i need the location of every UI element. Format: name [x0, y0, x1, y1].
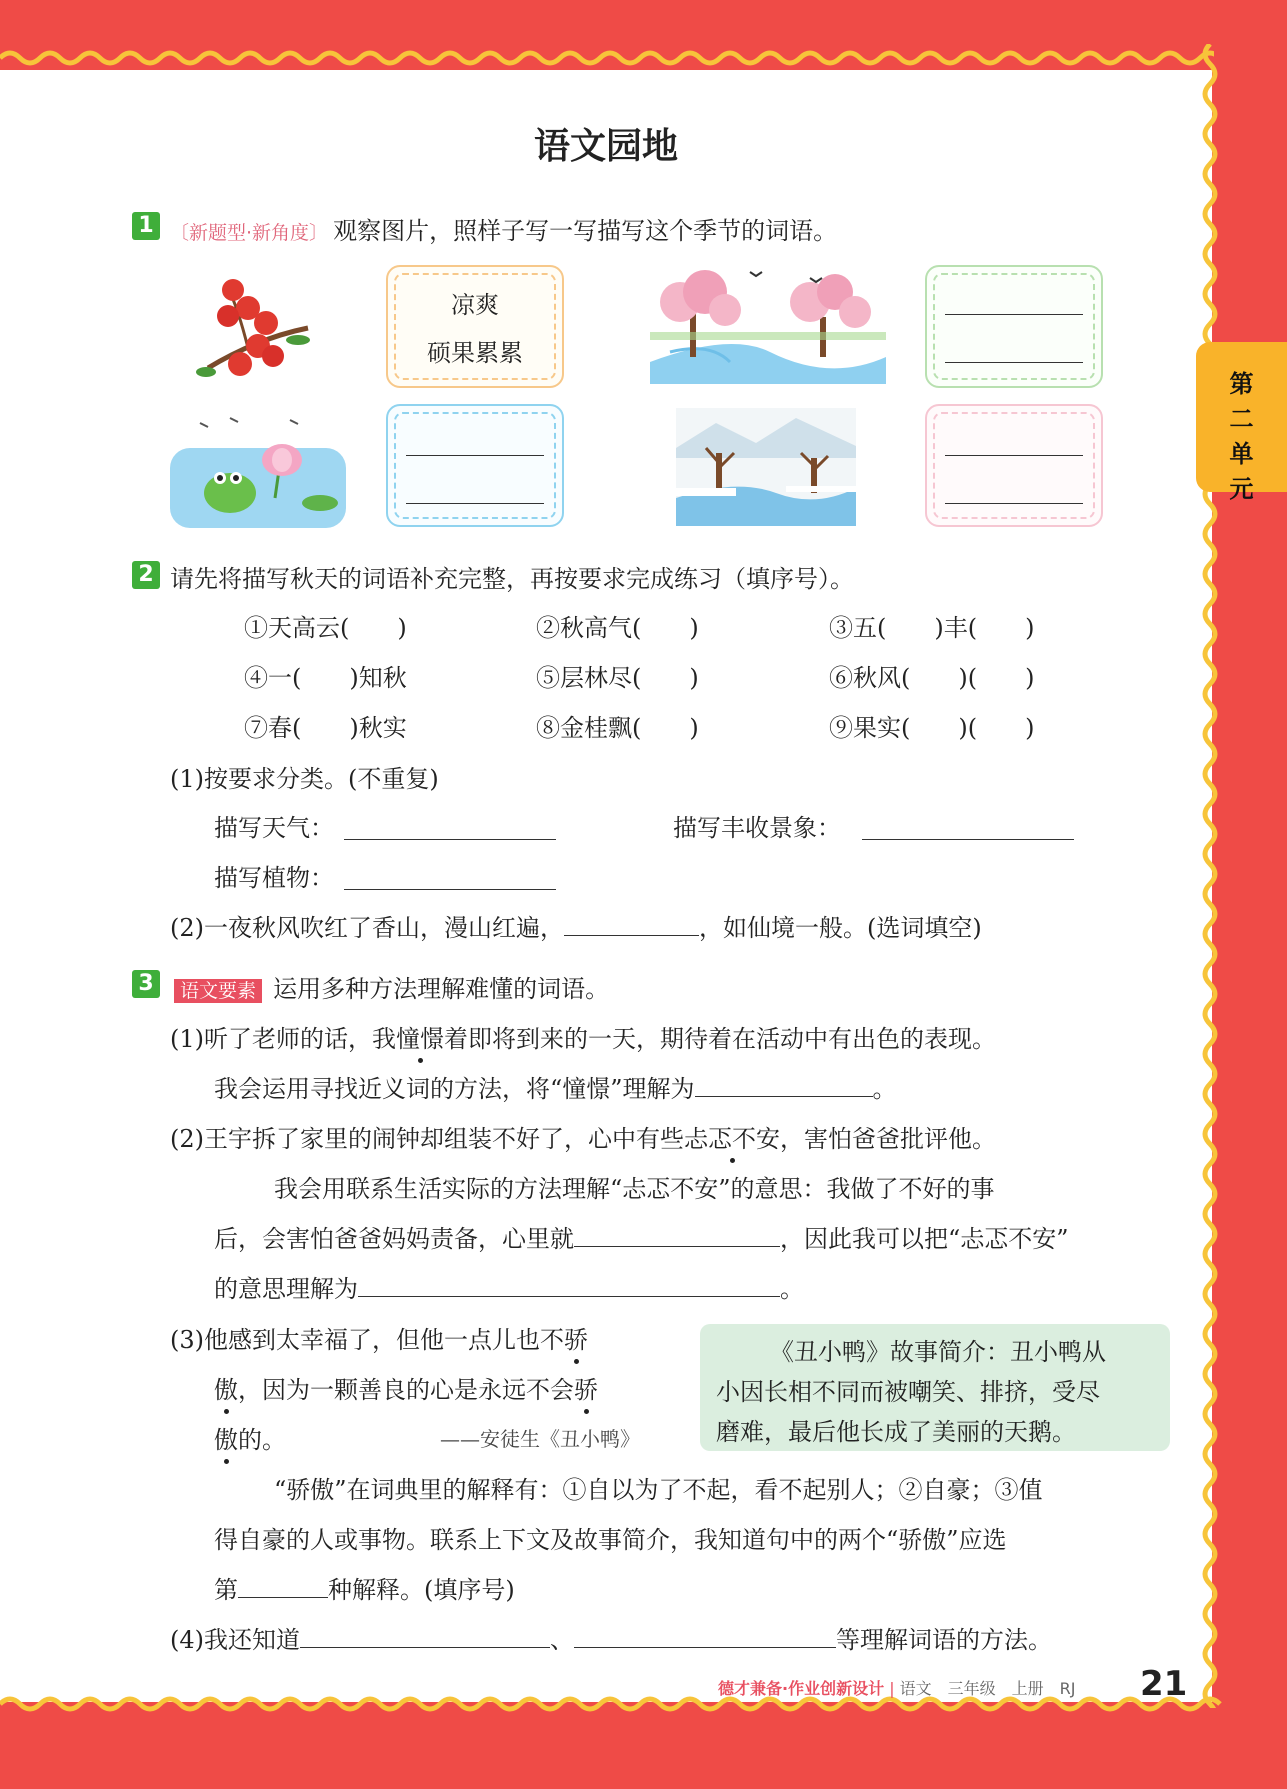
idiom-item[interactable]: ⑨果实( )( ): [829, 714, 1035, 742]
paragraph-3-line-1: [170, 1320, 588, 1355]
paragraph-2-line-1: [170, 1119, 996, 1154]
text-span: 的意思理解为: [214, 1275, 358, 1303]
text-span: 我会运用寻找近义词的方法，将“憧憬”理解为: [214, 1075, 695, 1103]
text-span: ，因为一颗善良的心是永远不会: [238, 1376, 574, 1404]
question-tag: 语文要素: [174, 979, 262, 1003]
summary-line: 小因长相不同而被嘲笑、排挤，受尽: [716, 1378, 1100, 1406]
paragraph-2-line-2: 我会用联系生活实际的方法理解“忐忑不安”的意思：我做了不好的事: [274, 1175, 995, 1203]
fill-blank[interactable]: [574, 1224, 780, 1247]
text-span: 。: [872, 1075, 897, 1103]
text-span: 第: [214, 1576, 238, 1604]
idiom-item[interactable]: ③五( )丰( ): [829, 614, 1035, 642]
paragraph-2-line-4: [214, 1269, 804, 1304]
question-number-2: 2: [132, 561, 160, 589]
answer-box-spring[interactable]: [925, 265, 1103, 388]
unit-tab-char: 单: [1229, 440, 1254, 468]
page-number: 21: [1140, 1664, 1188, 1704]
question-2-text: 请先将描写秋天的词语补充完整，再按要求完成练习（填序号）。: [170, 565, 854, 593]
summer-lotus-image: [170, 408, 346, 528]
footer-brand: 德才兼备·作业创新设计: [718, 1679, 885, 1698]
unit-tab: [1196, 342, 1287, 503]
answer-box-summer[interactable]: [386, 404, 564, 527]
spring-blossom-image: [650, 262, 886, 384]
fill-blank[interactable]: [564, 913, 699, 936]
example-word: 凉爽: [451, 291, 499, 319]
answer-box-winter[interactable]: [925, 404, 1103, 527]
text-span: ，害怕爸爸批评他。: [780, 1125, 996, 1153]
quote-source: ——安徒生《丑小鸭》: [440, 1427, 640, 1451]
fill-blank[interactable]: [358, 1274, 780, 1297]
sub-question-2-text: (2)一夜秋风吹红了香山，漫山红遍，: [170, 914, 564, 942]
winter-snow-image: [676, 408, 856, 526]
answer-line[interactable]: [945, 314, 1083, 315]
question-number-1: 1: [132, 212, 160, 240]
example-word: 硕果累累: [427, 339, 523, 367]
text-span: (2)王宇拆了家里的闹钟却组装不好了，心中有些: [170, 1125, 684, 1153]
text-span: 等理解词语的方法。: [836, 1626, 1052, 1654]
unit-tab-char: 第: [1229, 370, 1254, 398]
story-summary-box: [700, 1324, 1170, 1451]
answer-line[interactable]: [406, 455, 544, 456]
dotted-word: 骄: [564, 1326, 588, 1354]
text-span: 种解释。(填序号): [328, 1576, 515, 1604]
question-number-3: 3: [132, 970, 160, 998]
definition-line-2: 得自豪的人或事物。联系上下文及故事简介，我知道句中的两个“骄傲”应选: [214, 1526, 1007, 1554]
summary-line: 《丑小鸭》故事简介：丑小鸭从: [770, 1338, 1106, 1366]
text-span: 。: [780, 1275, 804, 1303]
page-title: 语文园地: [533, 126, 678, 167]
idiom-item[interactable]: ②秋高气( ): [536, 614, 699, 642]
sub-question-2-text: ，如仙境一般。(选词填空): [699, 914, 982, 942]
unit-tab-char: 二: [1229, 405, 1254, 433]
dotted-word: 憧憬: [396, 1025, 444, 1053]
summary-line: 磨难，最后他长成了美丽的天鹅。: [716, 1418, 1076, 1446]
text-span: (3)他感到太幸福了，但他一点儿也不: [170, 1326, 564, 1354]
weather-answer-line[interactable]: [344, 839, 556, 840]
weather-label: 描写天气：: [214, 814, 334, 842]
question-1-heading: [170, 211, 837, 246]
text-span: 后，会害怕爸爸妈妈责备，心里就: [214, 1225, 574, 1253]
idiom-item[interactable]: ⑥秋风( )( ): [829, 664, 1035, 692]
footer-course: 语文 三年级 上册 RJ: [899, 1679, 1076, 1698]
fill-blank[interactable]: [238, 1575, 328, 1598]
question-tag: 〔新题型·新角度〕: [170, 222, 329, 244]
idiom-item[interactable]: ⑤层林尽( ): [536, 664, 699, 692]
example-word-box: [386, 265, 564, 388]
dotted-word: 骄: [574, 1376, 598, 1404]
paragraph-3-line-3: [214, 1420, 286, 1455]
fill-blank[interactable]: [695, 1074, 873, 1097]
sub-question-2: [170, 908, 982, 943]
harvest-answer-line[interactable]: [862, 839, 1074, 840]
text-span: (4)我还知道: [170, 1626, 300, 1654]
paragraph-1-line-2: [214, 1069, 897, 1104]
text-span: 着即将到来的一天，期待着在活动中有出色的表现。: [444, 1025, 996, 1053]
plant-label: 描写植物：: [214, 864, 334, 892]
text-span: (1)听了老师的话，我: [170, 1025, 396, 1053]
question-3-heading: [174, 969, 609, 1004]
unit-tab-char: 元: [1229, 475, 1254, 503]
answer-line[interactable]: [945, 503, 1083, 504]
fill-blank[interactable]: [574, 1625, 836, 1648]
answer-line[interactable]: [406, 503, 544, 504]
dotted-word: 忐忑不安: [684, 1125, 780, 1153]
footer-info: 德才兼备·作业创新设计 | 语文 三年级 上册 RJ: [718, 1679, 1076, 1698]
text-span: 的。: [238, 1426, 286, 1454]
idiom-item[interactable]: ⑦春( )秋实: [244, 714, 407, 742]
paragraph-2-line-3: [214, 1219, 1069, 1254]
dotted-word: 傲: [214, 1376, 238, 1404]
paragraph-1-line-1: [170, 1019, 996, 1054]
question-1-text: 观察图片，照样子写一写描写这个季节的词语。: [333, 217, 838, 245]
idiom-item[interactable]: ①天高云( ): [244, 614, 407, 642]
plant-answer-line[interactable]: [344, 889, 556, 890]
paragraph-4: [170, 1620, 1052, 1655]
answer-line[interactable]: [945, 455, 1083, 456]
answer-line[interactable]: [945, 362, 1083, 363]
autumn-apples-image: [188, 268, 328, 384]
fill-blank[interactable]: [300, 1625, 550, 1648]
idiom-item[interactable]: ⑧金桂飘( ): [536, 714, 699, 742]
definition-line-3: [214, 1570, 515, 1605]
harvest-label: 描写丰收景象：: [673, 814, 841, 842]
paragraph-3-line-2: [214, 1370, 598, 1405]
question-3-text: 运用多种方法理解难懂的词语。: [273, 975, 610, 1003]
idiom-item[interactable]: ④一( )知秋: [244, 664, 407, 692]
dotted-word: 傲: [214, 1426, 238, 1454]
text-span: 、: [550, 1626, 574, 1654]
wavy-border-right: [1196, 44, 1232, 1726]
sub-question-1: (1)按要求分类。(不重复): [170, 765, 439, 793]
definition-line-1: “骄傲”在词典里的解释有：①自以为了不起，看不起别人；②自豪；③值: [274, 1476, 1043, 1504]
text-span: ，因此我可以把“忐忑不安”: [780, 1225, 1069, 1253]
